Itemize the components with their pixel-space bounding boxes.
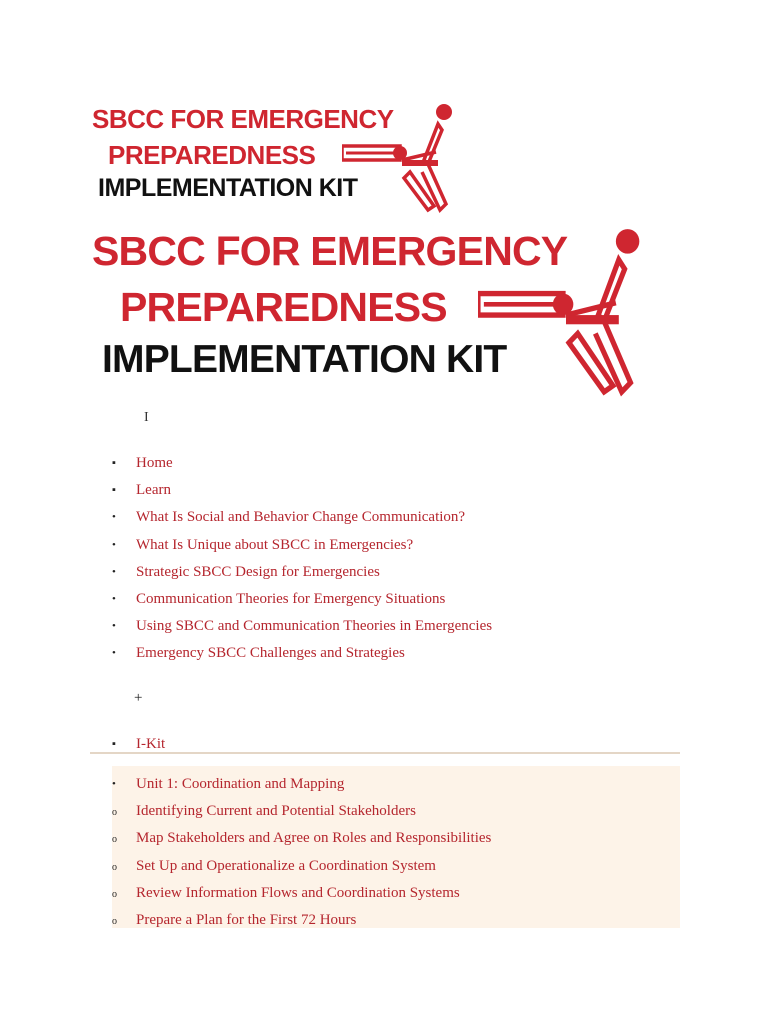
- submenu-link[interactable]: Identifying Current and Potential Stakeholders: [136, 803, 416, 820]
- nav-link[interactable]: I-Kit: [136, 736, 166, 752]
- person-lifting-stretcher-icon: [478, 226, 654, 398]
- logo-line-3: IMPLEMENTATION KIT: [102, 338, 507, 381]
- logo-large: [92, 226, 654, 398]
- dot-bullet-icon: •: [112, 565, 116, 578]
- submenu-item[interactable]: [112, 798, 680, 825]
- nav-item-ikit[interactable]: [112, 731, 680, 758]
- nav-item-home[interactable]: [112, 450, 680, 477]
- logo-line-3: IMPLEMENTATION KIT: [98, 174, 358, 202]
- dot-bullet-icon: •: [112, 511, 116, 524]
- square-bullet-icon: ▪: [112, 484, 116, 497]
- submenu-item[interactable]: [112, 853, 680, 880]
- square-bullet-icon: ▪: [112, 457, 116, 469]
- dot-bullet-icon: •: [112, 620, 116, 633]
- submenu-link[interactable]: Review Information Flows and Coordination Systems: [136, 884, 460, 901]
- nav-item-challenges[interactable]: [112, 640, 680, 667]
- person-lifting-stretcher-icon: [342, 102, 462, 214]
- dot-bullet-icon: •: [112, 592, 116, 605]
- nav-item-learn[interactable]: [112, 477, 680, 504]
- expand-plus-icon[interactable]: +: [134, 690, 143, 706]
- circle-bullet-icon: o: [112, 807, 117, 819]
- circle-bullet-icon: o: [112, 888, 117, 900]
- submenu-link[interactable]: Unit 1: Coordination and Mapping: [136, 776, 345, 792]
- dot-bullet-icon: •: [112, 647, 116, 660]
- submenu-item-unit-1[interactable]: [112, 771, 680, 798]
- logo-line-1: SBCC FOR EMERGENCY: [92, 104, 394, 134]
- ikit-submenu: [112, 771, 680, 934]
- nav-link[interactable]: Strategic SBCC Design for Emergencies: [136, 563, 380, 580]
- logo-line-1: SBCC FOR EMERGENCY: [92, 228, 568, 274]
- submenu-item[interactable]: [112, 880, 680, 907]
- nav-item-communication-theories[interactable]: [112, 586, 680, 613]
- nav-item-what-is-sbcc[interactable]: [112, 504, 680, 531]
- nav-link[interactable]: Using SBCC and Communication Theories in Emergencies: [136, 618, 493, 635]
- circle-bullet-icon: o: [112, 915, 117, 927]
- submenu-link[interactable]: Set Up and Operationalize a Coordination System: [136, 857, 436, 874]
- nav-link[interactable]: Home: [136, 455, 173, 471]
- circle-bullet-icon: o: [112, 861, 117, 873]
- ikit-nav: [112, 731, 680, 758]
- main-nav: [112, 450, 680, 668]
- nav-item-using-sbcc[interactable]: [112, 613, 680, 640]
- submenu-link[interactable]: Map Stakeholders and Agree on Roles and Responsibilities: [136, 830, 492, 847]
- submenu-link[interactable]: Prepare a Plan for the First 72 Hours: [136, 911, 357, 928]
- logo-line-2: PREPAREDNESS: [120, 284, 447, 330]
- submenu-item[interactable]: [112, 907, 680, 934]
- logo-small: [92, 102, 462, 214]
- nav-link[interactable]: Emergency SBCC Challenges and Strategies: [136, 645, 405, 662]
- nav-item-unique-sbcc[interactable]: [112, 532, 680, 559]
- nav-link[interactable]: What Is Social and Behavior Change Communication?: [136, 509, 466, 526]
- divider: [90, 752, 680, 754]
- text-cursor-mark: I: [144, 410, 149, 425]
- nav-link[interactable]: Communication Theories for Emergency Situations: [136, 590, 446, 607]
- logo-line-2: PREPAREDNESS: [108, 140, 316, 170]
- dot-bullet-icon: •: [112, 778, 116, 790]
- circle-bullet-icon: o: [112, 834, 117, 846]
- nav-item-strategic-design[interactable]: [112, 559, 680, 586]
- nav-link[interactable]: What Is Unique about SBCC in Emergencies?: [136, 536, 414, 553]
- square-bullet-icon: ▪: [112, 738, 116, 750]
- submenu-item[interactable]: [112, 825, 680, 852]
- nav-link[interactable]: Learn: [136, 482, 171, 499]
- dot-bullet-icon: •: [112, 538, 116, 551]
